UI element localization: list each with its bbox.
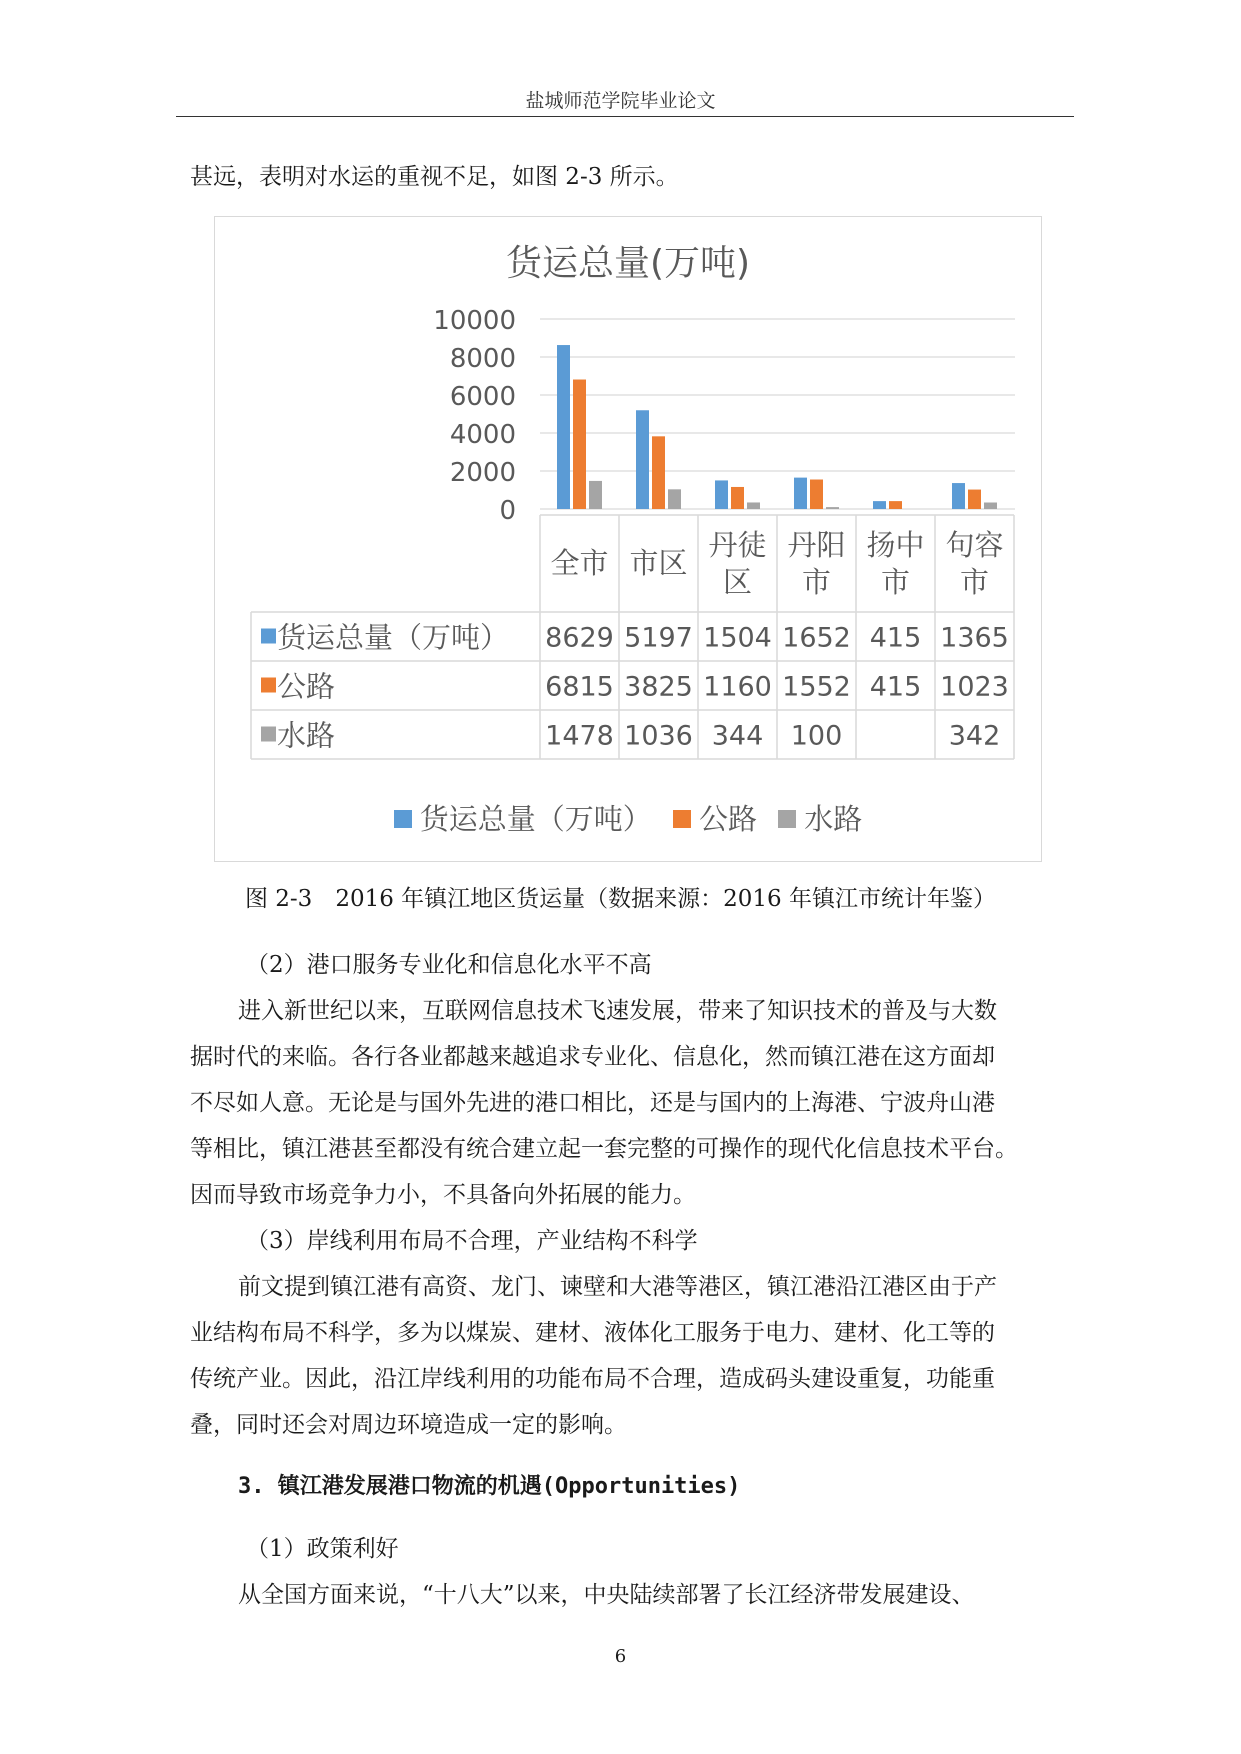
section-heading: 3. 镇江港发展港口物流的机遇(Opportunities): [238, 1474, 741, 1499]
paragraph-line: 等相比，镇江港甚至都没有统合建立起一套完整的可操作的现代化信息技术平台。: [190, 1136, 1018, 1162]
x-category-label: 市: [801, 565, 832, 599]
y-tick-label: 0: [499, 496, 516, 526]
paragraph-line: 叠，同时还会对周边环境造成一定的影响。: [190, 1412, 627, 1438]
bar: [589, 481, 602, 509]
data-label: 1365: [940, 622, 1009, 654]
data-label: 344: [711, 720, 764, 752]
data-label: 1036: [624, 720, 693, 752]
data-label: 415: [869, 622, 922, 654]
data-label: 1652: [782, 622, 851, 654]
data-label: 1478: [545, 720, 614, 752]
x-category-label: 丹徒: [708, 528, 767, 562]
data-label: 1160: [703, 671, 772, 703]
data-label: 342: [948, 720, 1001, 752]
paragraph-line: 因而导致市场竞争力小，不具备向外拓展的能力。: [190, 1182, 696, 1208]
legend-label-water: 水路: [804, 802, 863, 836]
running-header: 盐城师范学院毕业论文: [525, 90, 716, 112]
bar: [984, 503, 997, 509]
bar: [873, 501, 886, 509]
bar: [826, 507, 839, 509]
x-category-label: 全市: [550, 546, 609, 580]
paragraph-line: 不尽如人意。无论是与国外先进的港口相比，还是与国内的上海港、宁波舟山港: [190, 1090, 995, 1116]
y-tick-label: 6000: [449, 382, 516, 412]
y-tick-label: 2000: [449, 458, 516, 488]
table-series-label: 公路: [277, 669, 336, 704]
header-rule: [176, 116, 1074, 117]
table-series-swatch: [261, 727, 276, 742]
data-label: 1552: [782, 671, 851, 703]
subheading-3: （3）岸线利用布局不合理，产业结构不科学: [246, 1228, 698, 1254]
data-label: 3825: [624, 671, 693, 703]
x-category-label: 区: [722, 565, 753, 599]
intro-line: 甚远，表明对水运的重视不足，如图 2-3 所示。: [190, 164, 679, 190]
x-category-label: 扬中: [866, 528, 925, 562]
x-category-label: 市: [880, 565, 911, 599]
legend-swatch-water: [778, 810, 796, 828]
y-tick-label: 4000: [449, 420, 516, 450]
bar: [747, 502, 760, 509]
data-label: 5197: [624, 622, 693, 654]
y-tick-label: 10000: [433, 306, 516, 336]
figure-caption: 图 2-3 2016 年镇江地区货运量（数据来源：2016 年镇江市统计年鉴）: [244, 886, 997, 912]
data-label: 1023: [940, 671, 1009, 703]
chart-legend: [215, 797, 1041, 838]
y-tick-label: 8000: [449, 344, 516, 374]
page-number: 6: [614, 1646, 627, 1667]
paragraph-line: 传统产业。因此，沿江岸线利用的功能布局不合理，造成码头建设重复，功能重: [190, 1366, 995, 1392]
subheading-1: （1）政策利好: [246, 1536, 399, 1562]
bar: [652, 436, 665, 509]
legend-swatch-total: [394, 810, 412, 828]
bar: [794, 478, 807, 509]
bar: [573, 380, 586, 509]
bar: [952, 483, 965, 509]
bar: [668, 489, 681, 509]
data-label: 6815: [545, 671, 614, 703]
paragraph-line: 从全国方面来说，“十八大”以来，中央陆续部署了长江经济带发展建设、: [238, 1582, 975, 1608]
bar: [731, 487, 744, 509]
table-series-label: 货运总量（万吨）: [277, 620, 510, 655]
data-label: 100: [790, 720, 843, 752]
paragraph-line: 前文提到镇江港有高资、龙门、谏壁和大港等港区，镇江港沿江港区由于产: [238, 1274, 997, 1300]
bar: [889, 501, 902, 509]
table-series-swatch: [261, 678, 276, 693]
paragraph-line: 据时代的来临。各行各业都越来越追求专业化、信息化，然而镇江港在这方面却: [190, 1044, 995, 1070]
bar: [810, 480, 823, 509]
table-series-swatch: [261, 629, 276, 644]
x-category-label: 市: [959, 565, 990, 599]
data-label: 1504: [703, 622, 772, 654]
legend-item-road: [673, 797, 757, 838]
bar: [715, 480, 728, 509]
data-label: 8629: [545, 622, 614, 654]
x-category-label: 市区: [629, 546, 688, 580]
legend-item-water: [778, 797, 862, 838]
x-category-label: 丹阳: [787, 528, 846, 562]
bar: [557, 345, 570, 509]
legend-item-total: [394, 797, 652, 838]
paragraph-line: 业结构布局不科学，多为以煤炭、建材、液体化工服务于电力、建材、化工等的: [190, 1320, 995, 1346]
legend-label-total: 货运总量（万吨）: [419, 802, 652, 836]
data-label: 415: [869, 671, 922, 703]
legend-swatch-road: [673, 810, 691, 828]
table-series-label: 水路: [277, 718, 336, 753]
bar: [636, 410, 649, 509]
chart-title: 货运总量(万吨): [505, 243, 751, 284]
chart-plot: [215, 217, 1041, 861]
paragraph-line: 进入新世纪以来，互联网信息技术飞速发展，带来了知识技术的普及与大数: [238, 998, 997, 1024]
bar: [968, 490, 981, 509]
chart-figure: [214, 216, 1042, 862]
legend-label-road: 公路: [698, 802, 757, 836]
x-category-label: 句容: [945, 528, 1004, 562]
subheading-2: （2）港口服务专业化和信息化水平不高: [246, 952, 652, 978]
